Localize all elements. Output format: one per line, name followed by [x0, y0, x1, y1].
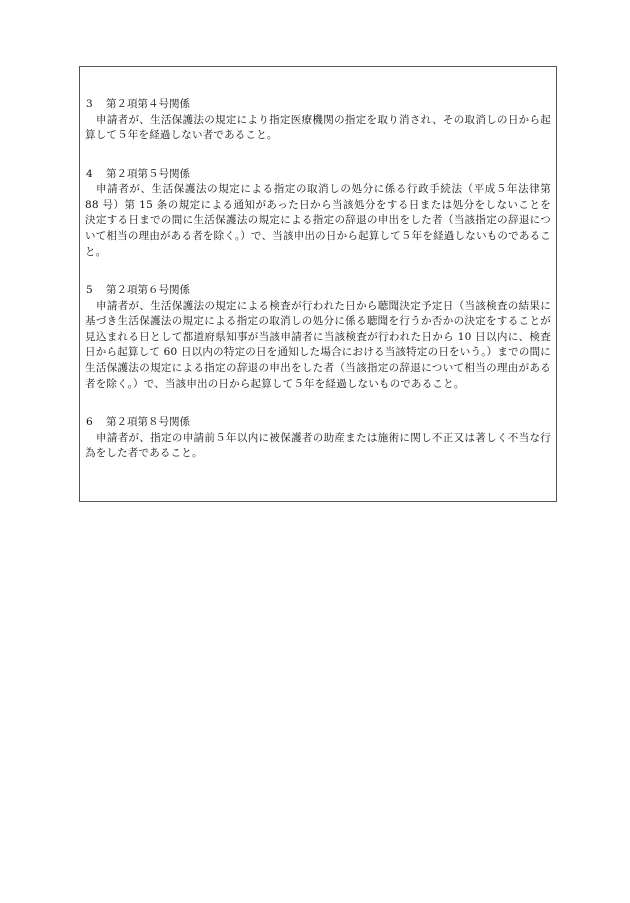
section-body: 申請者が、指定の申請前５年以内に被保護者の助産または施術に関し不正又は著しく不当な行為をした者であること。: [85, 431, 551, 460]
section-heading: [86, 97, 551, 113]
document-content: [85, 97, 551, 485]
section-title: 第２項第５号関係: [106, 167, 190, 180]
section-heading: [86, 283, 551, 299]
section-5: [85, 283, 551, 392]
section-body: 申請者が、生活保護法の規定による指定の取消しの処分に係る行政手続法（平成５年法律第 88 号）第 15 条の規定による通知があった日から当該処分をする日または処分をしないことを決定する日までの間に生活保護法の規定による指定の辞退の申出をした者（当該指定の辞退について相当の理由がある者を除く。）で、当該申出の日から起算して５年を経過しないものであること。: [85, 183, 551, 258]
section-number: 4: [86, 167, 93, 180]
section-number: 3: [86, 98, 93, 110]
section-body: 申請者が、生活保護法の規定による検査が行われた日から聴聞決定予定日（当該検査の結果に基づき生活保護法の規定による指定の取消しの処分に係る聴聞を行うか否かの決定をすることが見込まれる日として都道府県知事が当該申請者に当該検査が行われた日から 10 日以内に、検査日から起算して 60 日以内の特定の日を通知した場合における当該特定の日をいう。）までの間に生活保護法の規定による指定の辞退の申出をした者（当該指定の辞退について相当の理由がある者を除く。）で、当該申出の日から起算して５年を経過しないものであること。: [85, 299, 551, 390]
section-title: 第２項第６号関係: [106, 284, 190, 297]
section-title: 第２項第８号関係: [106, 416, 190, 429]
section-title: 第２項第４号関係: [106, 98, 190, 110]
section-number: 6: [86, 416, 93, 429]
section-4: [85, 167, 551, 260]
section-3: [85, 97, 551, 144]
section-body: 申請者が、生活保護法の規定により指定医療機関の指定を取り消され、その取消しの日から起算して５年を経過しない者であること。: [85, 113, 551, 142]
section-6: [85, 415, 551, 462]
section-heading: [86, 415, 551, 431]
section-number: 5: [86, 284, 93, 297]
section-heading: [86, 167, 551, 183]
